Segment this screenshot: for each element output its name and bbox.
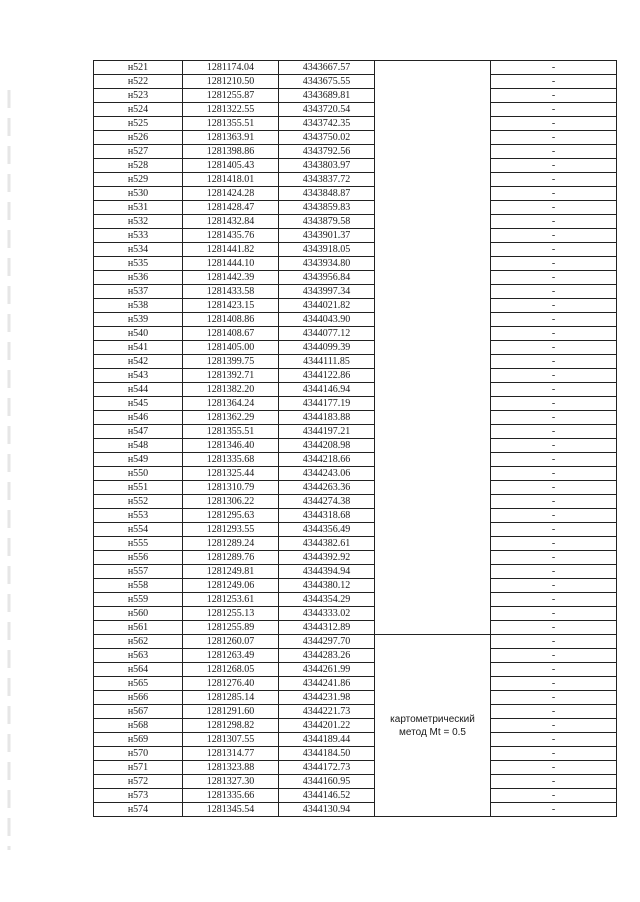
point-id-cell: н531: [94, 201, 183, 215]
table-row: [94, 313, 617, 327]
point-id-cell: н533: [94, 229, 183, 243]
note-cell: -: [491, 201, 617, 215]
table-row: [94, 607, 617, 621]
table-row: [94, 341, 617, 355]
point-id-cell: н565: [94, 677, 183, 691]
y-coordinate-cell: 4344356.49: [279, 523, 375, 537]
y-coordinate-cell: 4344274.38: [279, 495, 375, 509]
note-cell: -: [491, 383, 617, 397]
point-id-cell: н524: [94, 103, 183, 117]
y-coordinate-cell: 4343879.58: [279, 215, 375, 229]
y-coordinate-cell: 4344184.50: [279, 747, 375, 761]
note-cell: -: [491, 537, 617, 551]
x-coordinate-cell: 1281323.88: [183, 761, 279, 775]
x-coordinate-cell: 1281408.86: [183, 313, 279, 327]
y-coordinate-cell: 4343667.57: [279, 61, 375, 75]
table-row: [94, 271, 617, 285]
note-cell: -: [491, 635, 617, 649]
table-row: [94, 495, 617, 509]
point-id-cell: н560: [94, 607, 183, 621]
note-cell: -: [491, 313, 617, 327]
note-cell: -: [491, 467, 617, 481]
table-row: [94, 145, 617, 159]
y-coordinate-cell: 4344333.02: [279, 607, 375, 621]
y-coordinate-cell: 4343803.97: [279, 159, 375, 173]
y-coordinate-cell: 4344318.68: [279, 509, 375, 523]
note-cell: -: [491, 369, 617, 383]
x-coordinate-cell: 1281298.82: [183, 719, 279, 733]
x-coordinate-cell: 1281362.29: [183, 411, 279, 425]
note-cell: -: [491, 663, 617, 677]
x-coordinate-cell: 1281399.75: [183, 355, 279, 369]
y-coordinate-cell: 4344172.73: [279, 761, 375, 775]
note-cell: -: [491, 621, 617, 635]
y-coordinate-cell: 4343837.72: [279, 173, 375, 187]
table-row: [94, 509, 617, 523]
table-row: [94, 369, 617, 383]
point-id-cell: н523: [94, 89, 183, 103]
note-cell: -: [491, 229, 617, 243]
note-cell: -: [491, 145, 617, 159]
table-row: [94, 285, 617, 299]
point-id-cell: н556: [94, 551, 183, 565]
point-id-cell: н539: [94, 313, 183, 327]
y-coordinate-cell: 4344263.36: [279, 481, 375, 495]
y-coordinate-cell: 4344077.12: [279, 327, 375, 341]
table-row: [94, 327, 617, 341]
y-coordinate-cell: 4343901.37: [279, 229, 375, 243]
x-coordinate-cell: 1281327.30: [183, 775, 279, 789]
table-row: [94, 397, 617, 411]
point-id-cell: н555: [94, 537, 183, 551]
table-row: [94, 537, 617, 551]
note-cell: -: [491, 677, 617, 691]
y-coordinate-cell: 4343997.34: [279, 285, 375, 299]
table-row: [94, 593, 617, 607]
y-coordinate-cell: 4343720.54: [279, 103, 375, 117]
x-coordinate-cell: 1281363.91: [183, 131, 279, 145]
point-id-cell: н571: [94, 761, 183, 775]
y-coordinate-cell: 4344021.82: [279, 299, 375, 313]
x-coordinate-cell: 1281441.82: [183, 243, 279, 257]
table-row: [94, 439, 617, 453]
note-cell: -: [491, 593, 617, 607]
table-row: [94, 131, 617, 145]
note-cell: -: [491, 397, 617, 411]
x-coordinate-cell: 1281210.50: [183, 75, 279, 89]
table-row: [94, 173, 617, 187]
point-id-cell: н537: [94, 285, 183, 299]
x-coordinate-cell: 1281289.24: [183, 537, 279, 551]
point-id-cell: н563: [94, 649, 183, 663]
y-coordinate-cell: 4344122.86: [279, 369, 375, 383]
y-coordinate-cell: 4343675.55: [279, 75, 375, 89]
x-coordinate-cell: 1281255.89: [183, 621, 279, 635]
note-cell: -: [491, 551, 617, 565]
x-coordinate-cell: 1281405.43: [183, 159, 279, 173]
table-row: [94, 663, 617, 677]
note-cell: -: [491, 327, 617, 341]
y-coordinate-cell: 4344231.98: [279, 691, 375, 705]
table-row: [94, 159, 617, 173]
x-coordinate-cell: 1281291.60: [183, 705, 279, 719]
x-coordinate-cell: 1281382.20: [183, 383, 279, 397]
table-row: [94, 103, 617, 117]
y-coordinate-cell: 4344392.92: [279, 551, 375, 565]
table-row: [94, 621, 617, 635]
point-id-cell: н572: [94, 775, 183, 789]
point-id-cell: н574: [94, 803, 183, 817]
point-id-cell: н566: [94, 691, 183, 705]
method-cell: картометрический метод Mt = 0.5: [375, 635, 491, 817]
note-cell: -: [491, 411, 617, 425]
x-coordinate-cell: 1281289.76: [183, 551, 279, 565]
y-coordinate-cell: 4343859.83: [279, 201, 375, 215]
x-coordinate-cell: 1281306.22: [183, 495, 279, 509]
y-coordinate-cell: 4344380.12: [279, 579, 375, 593]
note-cell: -: [491, 691, 617, 705]
y-coordinate-cell: 4344283.26: [279, 649, 375, 663]
note-cell: -: [491, 803, 617, 817]
x-coordinate-cell: 1281293.55: [183, 523, 279, 537]
point-id-cell: н538: [94, 299, 183, 313]
x-coordinate-cell: 1281364.24: [183, 397, 279, 411]
x-coordinate-cell: 1281405.00: [183, 341, 279, 355]
point-id-cell: н534: [94, 243, 183, 257]
y-coordinate-cell: 4344183.88: [279, 411, 375, 425]
table-row: [94, 425, 617, 439]
point-id-cell: н525: [94, 117, 183, 131]
note-cell: -: [491, 173, 617, 187]
x-coordinate-cell: 1281433.58: [183, 285, 279, 299]
x-coordinate-cell: 1281398.86: [183, 145, 279, 159]
point-id-cell: н553: [94, 509, 183, 523]
x-coordinate-cell: 1281314.77: [183, 747, 279, 761]
note-cell: -: [491, 131, 617, 145]
y-coordinate-cell: 4344241.86: [279, 677, 375, 691]
y-coordinate-cell: 4344218.66: [279, 453, 375, 467]
table-row: [94, 775, 617, 789]
point-id-cell: н530: [94, 187, 183, 201]
table-row: [94, 747, 617, 761]
note-cell: -: [491, 103, 617, 117]
table-row: [94, 355, 617, 369]
side-watermark-strip: [2, 60, 16, 880]
note-cell: -: [491, 789, 617, 803]
point-id-cell: н547: [94, 425, 183, 439]
y-coordinate-cell: 4344043.90: [279, 313, 375, 327]
note-cell: -: [491, 747, 617, 761]
x-coordinate-cell: 1281355.51: [183, 117, 279, 131]
table-row: [94, 677, 617, 691]
point-id-cell: н564: [94, 663, 183, 677]
table-row: [94, 565, 617, 579]
table-row: [94, 201, 617, 215]
note-cell: -: [491, 299, 617, 313]
x-coordinate-cell: 1281174.04: [183, 61, 279, 75]
method-cell-empty: [375, 61, 491, 635]
point-id-cell: н568: [94, 719, 183, 733]
table-row: [94, 635, 617, 649]
x-coordinate-cell: 1281276.40: [183, 677, 279, 691]
x-coordinate-cell: 1281442.39: [183, 271, 279, 285]
x-coordinate-cell: 1281355.51: [183, 425, 279, 439]
x-coordinate-cell: 1281260.07: [183, 635, 279, 649]
point-id-cell: н557: [94, 565, 183, 579]
y-coordinate-cell: 4343918.05: [279, 243, 375, 257]
table-row: [94, 411, 617, 425]
y-coordinate-cell: 4343792.56: [279, 145, 375, 159]
point-id-cell: н535: [94, 257, 183, 271]
note-cell: -: [491, 733, 617, 747]
y-coordinate-cell: 4344111.85: [279, 355, 375, 369]
point-id-cell: н544: [94, 383, 183, 397]
note-cell: -: [491, 159, 617, 173]
table-row: [94, 733, 617, 747]
x-coordinate-cell: 1281335.66: [183, 789, 279, 803]
table-row: [94, 481, 617, 495]
x-coordinate-cell: 1281335.68: [183, 453, 279, 467]
x-coordinate-cell: 1281432.84: [183, 215, 279, 229]
point-id-cell: н554: [94, 523, 183, 537]
note-cell: -: [491, 285, 617, 299]
y-coordinate-cell: 4344208.98: [279, 439, 375, 453]
x-coordinate-cell: 1281255.87: [183, 89, 279, 103]
y-coordinate-cell: 4343956.84: [279, 271, 375, 285]
point-id-cell: н551: [94, 481, 183, 495]
x-coordinate-cell: 1281268.05: [183, 663, 279, 677]
x-coordinate-cell: 1281424.28: [183, 187, 279, 201]
note-cell: -: [491, 579, 617, 593]
note-cell: -: [491, 495, 617, 509]
point-id-cell: н545: [94, 397, 183, 411]
note-cell: -: [491, 341, 617, 355]
y-coordinate-cell: 4344146.94: [279, 383, 375, 397]
y-coordinate-cell: 4344130.94: [279, 803, 375, 817]
x-coordinate-cell: 1281263.49: [183, 649, 279, 663]
note-cell: -: [491, 187, 617, 201]
x-coordinate-cell: 1281295.63: [183, 509, 279, 523]
table-row: [94, 299, 617, 313]
y-coordinate-cell: 4343934.80: [279, 257, 375, 271]
table-row: [94, 719, 617, 733]
table-row: [94, 691, 617, 705]
x-coordinate-cell: 1281307.55: [183, 733, 279, 747]
y-coordinate-cell: 4344146.52: [279, 789, 375, 803]
table-row: [94, 453, 617, 467]
x-coordinate-cell: 1281310.79: [183, 481, 279, 495]
point-id-cell: н522: [94, 75, 183, 89]
x-coordinate-cell: 1281249.81: [183, 565, 279, 579]
point-id-cell: н561: [94, 621, 183, 635]
y-coordinate-cell: 4344297.70: [279, 635, 375, 649]
note-cell: -: [491, 439, 617, 453]
point-id-cell: н529: [94, 173, 183, 187]
y-coordinate-cell: 4344197.21: [279, 425, 375, 439]
table-row: [94, 215, 617, 229]
table-row: [94, 187, 617, 201]
note-cell: -: [491, 425, 617, 439]
point-id-cell: н573: [94, 789, 183, 803]
table-row: [94, 761, 617, 775]
point-id-cell: н559: [94, 593, 183, 607]
point-id-cell: н543: [94, 369, 183, 383]
point-id-cell: н521: [94, 61, 183, 75]
y-coordinate-cell: 4343689.81: [279, 89, 375, 103]
table-row: [94, 75, 617, 89]
point-id-cell: н549: [94, 453, 183, 467]
x-coordinate-cell: 1281435.76: [183, 229, 279, 243]
x-coordinate-cell: 1281392.71: [183, 369, 279, 383]
note-cell: -: [491, 481, 617, 495]
point-id-cell: н542: [94, 355, 183, 369]
coordinates-table-body: [94, 61, 617, 817]
note-cell: -: [491, 75, 617, 89]
table-row: [94, 229, 617, 243]
y-coordinate-cell: 4343742.35: [279, 117, 375, 131]
x-coordinate-cell: 1281444.10: [183, 257, 279, 271]
point-id-cell: н548: [94, 439, 183, 453]
y-coordinate-cell: 4343848.87: [279, 187, 375, 201]
point-id-cell: н528: [94, 159, 183, 173]
note-cell: -: [491, 775, 617, 789]
coordinates-table: [93, 60, 617, 817]
table-row: [94, 579, 617, 593]
note-cell: -: [491, 243, 617, 257]
note-cell: -: [491, 271, 617, 285]
point-id-cell: н550: [94, 467, 183, 481]
note-cell: -: [491, 89, 617, 103]
y-coordinate-cell: 4344354.29: [279, 593, 375, 607]
note-cell: -: [491, 649, 617, 663]
point-id-cell: н570: [94, 747, 183, 761]
note-cell: -: [491, 761, 617, 775]
y-coordinate-cell: 4344189.44: [279, 733, 375, 747]
point-id-cell: н536: [94, 271, 183, 285]
y-coordinate-cell: 4344201.22: [279, 719, 375, 733]
y-coordinate-cell: 4344382.61: [279, 537, 375, 551]
point-id-cell: н541: [94, 341, 183, 355]
point-id-cell: н567: [94, 705, 183, 719]
table-row: [94, 803, 617, 817]
x-coordinate-cell: 1281253.61: [183, 593, 279, 607]
note-cell: -: [491, 355, 617, 369]
table-row: [94, 243, 617, 257]
point-id-cell: н540: [94, 327, 183, 341]
x-coordinate-cell: 1281285.14: [183, 691, 279, 705]
x-coordinate-cell: 1281345.54: [183, 803, 279, 817]
table-row: [94, 467, 617, 481]
note-cell: -: [491, 607, 617, 621]
y-coordinate-cell: 4344099.39: [279, 341, 375, 355]
y-coordinate-cell: 4344160.95: [279, 775, 375, 789]
point-id-cell: н527: [94, 145, 183, 159]
table-row: [94, 649, 617, 663]
table-row: [94, 789, 617, 803]
x-coordinate-cell: 1281255.13: [183, 607, 279, 621]
x-coordinate-cell: 1281428.47: [183, 201, 279, 215]
note-cell: -: [491, 453, 617, 467]
y-coordinate-cell: 4344177.19: [279, 397, 375, 411]
table-row: [94, 61, 617, 75]
table-row: [94, 705, 617, 719]
x-coordinate-cell: 1281346.40: [183, 439, 279, 453]
note-cell: -: [491, 509, 617, 523]
point-id-cell: н558: [94, 579, 183, 593]
table-row: [94, 383, 617, 397]
note-cell: -: [491, 257, 617, 271]
y-coordinate-cell: 4344221.73: [279, 705, 375, 719]
x-coordinate-cell: 1281408.67: [183, 327, 279, 341]
note-cell: -: [491, 565, 617, 579]
note-cell: -: [491, 705, 617, 719]
table-row: [94, 551, 617, 565]
point-id-cell: н569: [94, 733, 183, 747]
x-coordinate-cell: 1281322.55: [183, 103, 279, 117]
table-row: [94, 89, 617, 103]
point-id-cell: н532: [94, 215, 183, 229]
point-id-cell: н552: [94, 495, 183, 509]
y-coordinate-cell: 4343750.02: [279, 131, 375, 145]
note-cell: -: [491, 215, 617, 229]
note-cell: -: [491, 719, 617, 733]
x-coordinate-cell: 1281325.44: [183, 467, 279, 481]
table-row: [94, 257, 617, 271]
note-cell: -: [491, 61, 617, 75]
y-coordinate-cell: 4344394.94: [279, 565, 375, 579]
point-id-cell: н526: [94, 131, 183, 145]
y-coordinate-cell: 4344261.99: [279, 663, 375, 677]
point-id-cell: н562: [94, 635, 183, 649]
y-coordinate-cell: 4344243.06: [279, 467, 375, 481]
x-coordinate-cell: 1281418.01: [183, 173, 279, 187]
point-id-cell: н546: [94, 411, 183, 425]
table-row: [94, 117, 617, 131]
x-coordinate-cell: 1281249.06: [183, 579, 279, 593]
note-cell: -: [491, 117, 617, 131]
y-coordinate-cell: 4344312.89: [279, 621, 375, 635]
x-coordinate-cell: 1281423.15: [183, 299, 279, 313]
table-row: [94, 523, 617, 537]
note-cell: -: [491, 523, 617, 537]
